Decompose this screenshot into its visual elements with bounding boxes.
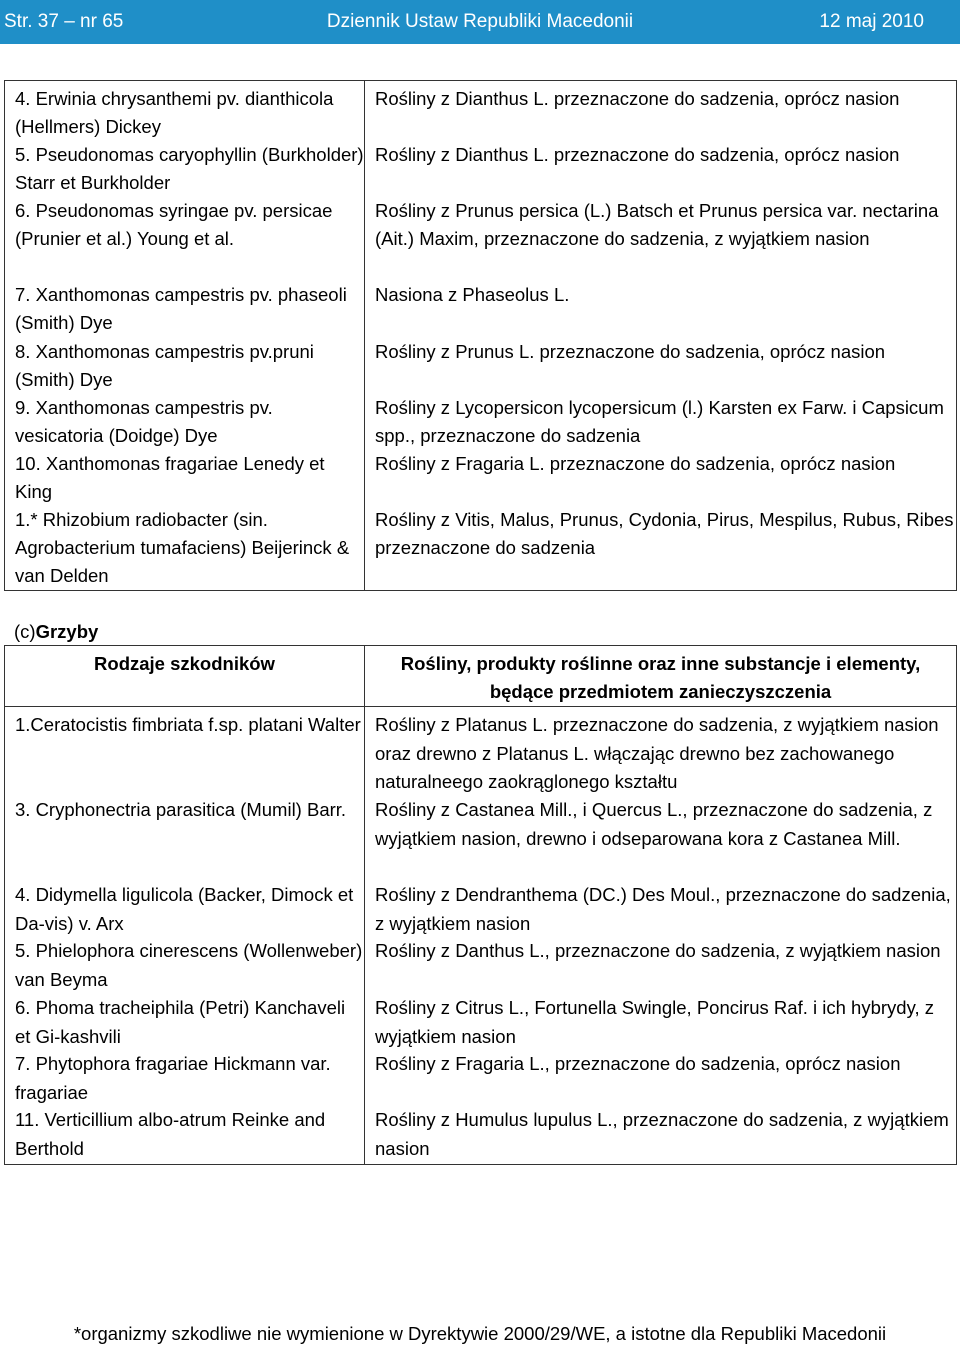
host-entry: Rośliny z Dendranthema (DC.) Des Moul., przeznaczone do sadzenia, z wyjątkiem nasion bbox=[375, 884, 951, 934]
pest-entry: 10. Xanthomonas fragariae Lenedy et King bbox=[15, 453, 325, 503]
pest-entry: 11. Verticillium albo-atrum Reinke and Berthold bbox=[15, 1109, 326, 1159]
table-header-row bbox=[5, 646, 957, 707]
host-column bbox=[365, 707, 957, 1165]
pest-entry: 8. Xanthomonas campestris pv.pruni (Smith) Dye bbox=[15, 341, 314, 391]
pest-entry: 3. Cryphonectria parasitica (Mumil) Barr. bbox=[15, 799, 347, 821]
host-entry: Rośliny z Dianthus L. przeznaczone do sadzenia, oprócz nasion bbox=[375, 88, 900, 109]
issue-date: 12 maj 2010 bbox=[819, 11, 924, 32]
page-header bbox=[0, 0, 960, 44]
column-header-pests: Rodzaje szkodników bbox=[5, 646, 365, 707]
host-entry: Rośliny z Danthus L., przeznaczone do sadzenia, z wyjątkiem nasion bbox=[375, 940, 941, 962]
bacteria-table bbox=[4, 80, 957, 591]
host-entry: Rośliny z Prunus L. przeznaczone do sadzenia, oprócz nasion bbox=[375, 341, 886, 362]
pest-column bbox=[5, 81, 365, 591]
host-entry: Rośliny z Vitis, Malus, Prunus, Cydonia, Pirus, Mespilus, Rubus, Ribes przeznaczone do sadzenia bbox=[375, 509, 954, 559]
pest-entry: 4. Didymella ligulicola (Backer, Dimock et Da-vis) v. Arx bbox=[15, 884, 354, 934]
pest-entry: 5. Pseudonomas caryophyllin (Burkholder) Starr et Burkholder bbox=[15, 144, 364, 194]
host-entry: Rośliny z Citrus L., Fortunella Swingle, Poncirus Raf. i ich hybrydy, z wyjątkiem nasion bbox=[375, 997, 934, 1047]
table-row bbox=[5, 707, 957, 1165]
column-header-hosts: Rośliny, produkty roślinne oraz inne substancje i elementy, będące przedmiotem zanieczyszczenia bbox=[365, 646, 957, 707]
pest-entry: 6. Phoma tracheiphila (Petri) Kanchaveli et Gi-kashvili bbox=[15, 997, 346, 1047]
host-entry: Rośliny z Castanea Mill., i Quercus L., przeznaczone do sadzenia, z wyjątkiem nasion, drewno i odseparowana kora z Castanea Mill. bbox=[375, 799, 933, 849]
host-entry: Rośliny z Dianthus L. przeznaczone do sadzenia, oprócz nasion bbox=[375, 144, 900, 165]
host-entry: Rośliny z Prunus persica (L.) Batsch et Prunus persica var. nectarina (Ait.) Maxim, przeznaczone do sadzenia, z wyjątkiem nasion bbox=[375, 200, 939, 250]
footnote: *organizmy szkodliwe nie wymienione w Dyrektywie 2000/29/WE, a istotne dla Republiki Macedonii bbox=[73, 1323, 887, 1344]
host-entry: Rośliny z Fragaria L. przeznaczone do sadzenia, oprócz nasion bbox=[375, 453, 896, 474]
pest-entry: 7. Phytophora fragariae Hickmann var. fragariae bbox=[15, 1053, 331, 1103]
fungi-table bbox=[4, 645, 957, 1165]
host-column bbox=[365, 81, 957, 591]
host-entry: Rośliny z Fragaria L., przeznaczone do sadzenia, oprócz nasion bbox=[375, 1053, 901, 1075]
pest-entry: 4. Erwinia chrysanthemi pv. dianthicola (Hellmers) Dickey bbox=[15, 88, 334, 138]
host-entry: Nasiona z Phaseolus L. bbox=[375, 284, 570, 305]
pest-entry: 9. Xanthomonas campestris pv. vesicatoria (Doidge) Dye bbox=[15, 397, 273, 447]
host-entry: Rośliny z Platanus L. przeznaczone do sadzenia, z wyjątkiem nasion oraz drewno z Platanus L. włączając drewno bez zachowanego naturalneego zaokrąglonego kształtu bbox=[375, 714, 939, 792]
host-entry: Rośliny z Humulus lupulus L., przeznaczone do sadzenia, z wyjątkiem nasion bbox=[375, 1109, 949, 1159]
pest-entry: 1.Ceratocistis fimbriata f.sp. platani Walter bbox=[15, 714, 361, 736]
pest-entry: 1.* Rhizobium radiobacter (sin. Agrobacterium tumafaciens) Beijerinck & van Delden bbox=[15, 509, 350, 587]
section-title: Grzyby bbox=[35, 621, 99, 642]
pest-entry: 5. Phielophora cinerescens (Wollenweber) van Beyma bbox=[15, 940, 363, 990]
pest-column bbox=[5, 707, 365, 1165]
journal-title: Dziennik Ustaw Republiki Macedonii bbox=[326, 11, 634, 32]
host-entry: Rośliny z Lycopersicon lycopersicum (l.) Karsten ex Farw. i Capsicum spp., przeznaczone do sadzenia bbox=[375, 397, 944, 447]
section-label-fungi: (c)Grzyby bbox=[14, 621, 99, 642]
table-row bbox=[5, 81, 957, 591]
pest-entry: 7. Xanthomonas campestris pv. phaseoli (Smith) Dye bbox=[15, 284, 347, 334]
page-number: Str. 37 – nr 65 bbox=[4, 11, 124, 32]
pest-entry: 6. Pseudonomas syringae pv. persicae (Prunier et al.) Young et al. bbox=[15, 200, 333, 250]
